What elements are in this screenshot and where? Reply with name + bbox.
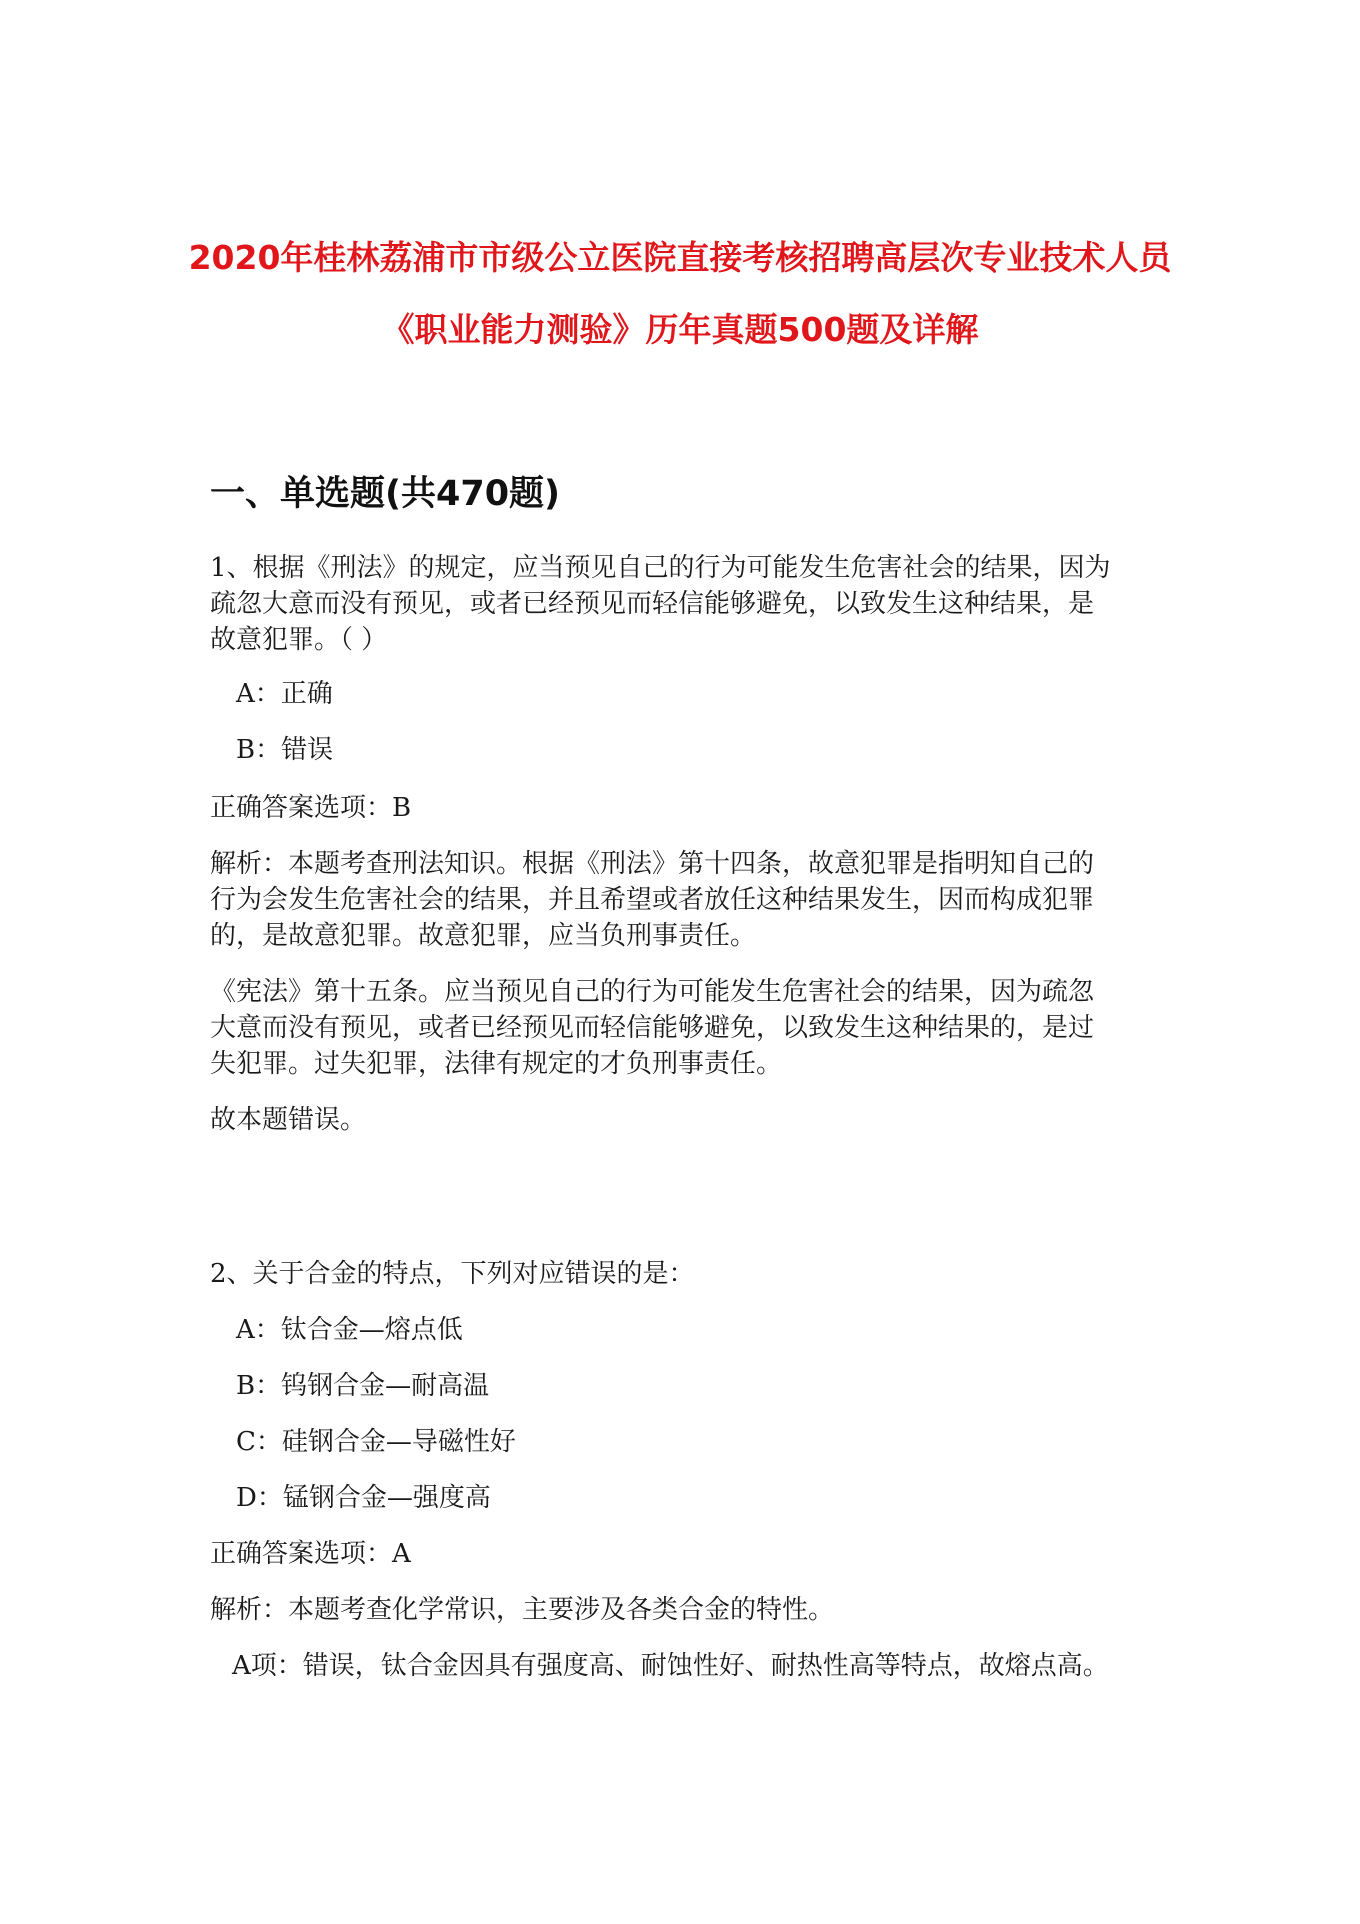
question-1-answer: 正确答案选项：B xyxy=(210,793,412,823)
question-2-option-b: B：钨钢合金—耐高温 xyxy=(236,1371,490,1401)
question-1-stem xyxy=(210,550,1170,658)
question-2-option-a: A：钛合金—熔点低 xyxy=(236,1315,463,1345)
question-1-option-b: B：错误 xyxy=(236,735,334,765)
question-2-option-c: C：硅钢合金—导磁性好 xyxy=(236,1427,516,1457)
question-1-analysis xyxy=(210,846,1170,954)
analysis-line: 的，是故意犯罪。故意犯罪，应当负刑事责任。 xyxy=(210,921,757,951)
question-1-stem-line: 1、根据《刑法》的规定，应当预见自己的行为可能发生危害社会的结果，因为 xyxy=(210,553,1111,583)
section-heading: 一、单选题(共470题) xyxy=(210,474,561,514)
question-1-conclusion: 故本题错误。 xyxy=(210,1105,367,1135)
analysis-line: 《宪法》第十五条。应当预见自己的行为可能发生危害社会的结果，因为疏忽 xyxy=(210,977,1095,1007)
question-2-answer: 正确答案选项：A xyxy=(210,1539,411,1569)
question-1-option-a: A：正确 xyxy=(236,679,333,709)
analysis-line: 解析：本题考查刑法知识。根据《刑法》第十四条，故意犯罪是指明知自己的 xyxy=(210,849,1095,879)
question-1-stem-line: 故意犯罪。（ ） xyxy=(210,625,388,655)
document-title-line-2: 《职业能力测验》历年真题500题及详解 xyxy=(381,310,979,349)
analysis-line: 行为会发生危害社会的结果，并且希望或者放任这种结果发生，因而构成犯罪 xyxy=(210,885,1095,915)
question-1-analysis-extra xyxy=(210,974,1170,1082)
analysis-line: 大意而没有预见，或者已经预见而轻信能够避免，以致发生这种结果的，是过 xyxy=(210,1013,1095,1043)
analysis-line: 失犯罪。过失犯罪，法律有规定的才负刑事责任。 xyxy=(210,1049,783,1079)
question-2-analysis: 解析：本题考查化学常识，主要涉及各类合金的特性。 xyxy=(210,1595,835,1625)
question-2-stem: 2、关于合金的特点，下列对应错误的是： xyxy=(210,1259,695,1289)
question-1-stem-line: 疏忽大意而没有预见，或者已经预见而轻信能够避免，以致发生这种结果，是 xyxy=(210,589,1095,619)
question-2-item-a: A项：错误，钛合金因具有强度高、耐蚀性好、耐热性高等特点，故熔点高。 xyxy=(232,1651,1109,1681)
question-2-option-d: D：锰钢合金—强度高 xyxy=(236,1483,491,1513)
document-title-line-1: 2020年桂林荔浦市市级公立医院直接考核招聘高层次专业技术人员 xyxy=(188,238,1172,277)
